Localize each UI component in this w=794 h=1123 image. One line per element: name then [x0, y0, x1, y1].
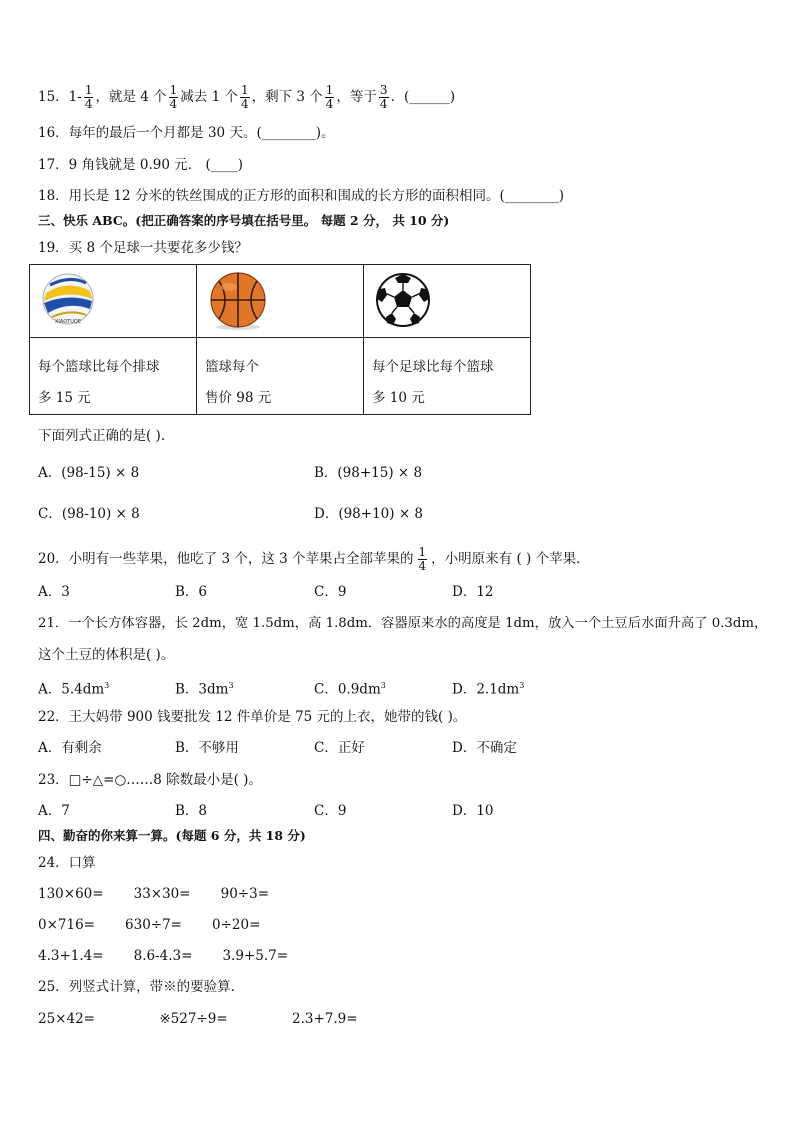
option-b: B．$3dm^3$ [175, 681, 234, 698]
question-16: 16．每年的最后一个月都是 30 天。(________)。 [38, 125, 335, 141]
option-a: A．有剩余 [38, 740, 102, 756]
section-4-heading: 四、勤奋的你来算一算。(每题 6 分，共 18 分) [38, 828, 306, 843]
fraction: $\frac{3}{4}$ [379, 83, 388, 111]
option-b: B．8 [175, 803, 208, 819]
fraction: $\frac{1}{4}$ [169, 83, 178, 111]
question-22: 22．王大妈带 900 钱要批发 12 件单价是 75 元的上衣，她带的钱( )。 [38, 709, 467, 725]
fraction: $\frac{1}{4}$ [325, 83, 334, 111]
table-cell: 每个足球比每个篮球 多 10 元 [364, 338, 531, 415]
mental-math-row: 130×60= 33×30= 90÷3= [38, 886, 270, 902]
question-25-title: 25．列竖式计算，带※的要验算． [38, 979, 245, 995]
option-c: C．9 [314, 803, 347, 819]
basketball-icon [207, 271, 269, 331]
ball-price-table [29, 264, 531, 415]
option-c: C．9 [314, 584, 347, 600]
volleyball-icon [40, 271, 96, 327]
table-cell [364, 265, 531, 338]
option-d: D．12 [452, 584, 494, 600]
fraction: $\frac{1}{4}$ [418, 545, 427, 573]
option-b: B．6 [175, 584, 208, 600]
question-24-title: 24．口算 [38, 855, 96, 871]
section-3-heading: 三、快乐 ABC。(把正确答案的序号填在括号里。 每题 2 分， 共 10 分) [38, 213, 450, 228]
question-17: 17．9 角钱就是 0.90 元． (____) [38, 157, 244, 173]
question-21-line1: 21．一个长方体容器，长 2dm，宽 1.5dm，高 1.8dm．容器原来水的高度是 1dm，放入一个土豆后水面升高了 0.3dm， [38, 616, 768, 631]
fraction: $\frac{1}{4}$ [84, 83, 93, 111]
option-a: A．7 [38, 803, 70, 819]
volleyball-brand: XIAOTUQE [55, 319, 81, 325]
question-15: 15．1- $\frac{1}{4}$ ，就是 4 个 $\frac{1}{4}$ 减去 1 个 $\frac{1}{4}$ ，剩下 3 个 $\frac{1}{4}$ ，等于 $\frac{3}{4}$ ．(______) [38, 83, 456, 111]
vertical-calc-row: 25×42= ※527÷9= 2.3+7.9= [38, 1011, 358, 1027]
question-19-stem: 19．买 8 个足球一共要花多少钱？ [38, 240, 248, 256]
question-21-line2: 这个土豆的体积是( )。 [38, 647, 175, 663]
table-cell: 篮球每个 售价 98 元 [197, 338, 364, 415]
soccer-ball-icon [374, 271, 432, 329]
mental-math-row: 4.3+1.4= 8.6-4.3= 3.9+5.7= [38, 948, 289, 964]
table-cell: 每个篮球比每个排球 多 15 元 [30, 338, 197, 415]
option-a: A．$5.4dm^3$ [38, 681, 110, 698]
option-c: C．(98-10) × 8 [38, 506, 140, 522]
option-c: C．$0.9dm^3$ [314, 681, 386, 698]
option-d: D．(98+10) × 8 [314, 506, 424, 522]
option-b: B．(98+15) × 8 [314, 465, 423, 481]
option-a: A．(98-15) × 8 [38, 465, 140, 481]
option-d: D．10 [452, 803, 494, 819]
fraction: $\frac{1}{4}$ [240, 83, 249, 111]
question-23: 23．□÷△=○……8 除数最小是( )。 [38, 772, 262, 788]
option-d: D．$2.1dm^3$ [452, 681, 525, 698]
option-a: A．3 [38, 584, 70, 600]
option-c: C．正好 [314, 740, 365, 756]
question-19-prompt: 下面列式正确的是( ). [38, 428, 166, 444]
option-b: B．不够用 [175, 740, 239, 756]
question-20: 20．小明有一些苹果，他吃了 3 个，这 3 个苹果占全部苹果的 $\frac{1}{4}$ ，小明原来有 ( ) 个苹果． [38, 545, 590, 573]
mental-math-row: 0×716= 630÷7= 0÷20= [38, 917, 261, 933]
question-18: 18．用长是 12 分米的铁丝围成的正方形的面积和围成的长方形的面积相同。(________) [38, 188, 564, 204]
option-d: D．不确定 [452, 740, 517, 756]
table-cell [30, 265, 197, 338]
table-cell [197, 265, 364, 338]
